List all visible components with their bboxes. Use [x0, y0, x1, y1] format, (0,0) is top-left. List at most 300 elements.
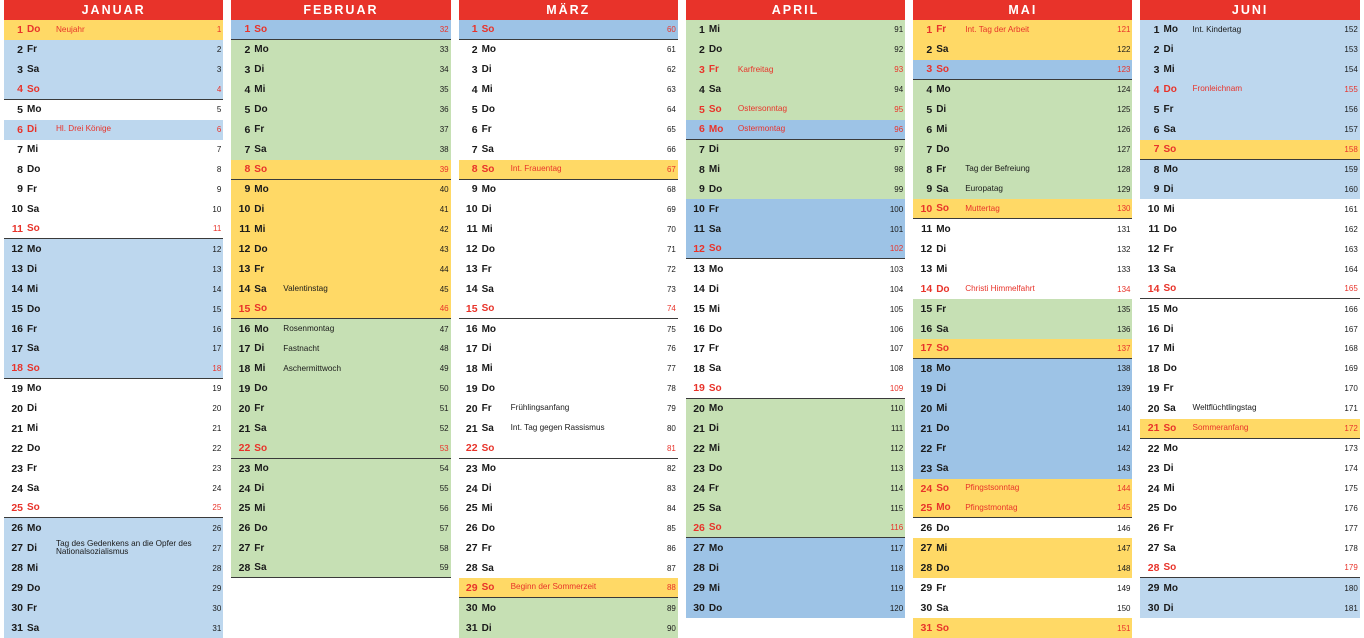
- table-row[interactable]: [913, 598, 1132, 618]
- table-row[interactable]: [4, 518, 223, 538]
- day-number: 14: [1147, 282, 1160, 295]
- table-row[interactable]: [1140, 60, 1359, 80]
- table-row[interactable]: [459, 40, 678, 60]
- day-number: 28: [1147, 561, 1160, 574]
- table-row[interactable]: [686, 219, 905, 239]
- weekday-label: Di: [254, 64, 265, 76]
- table-row[interactable]: [231, 160, 450, 180]
- table-row[interactable]: [686, 319, 905, 339]
- weekday-label: Fr: [254, 403, 265, 415]
- table-row[interactable]: [913, 618, 1132, 638]
- table-row[interactable]: [913, 379, 1132, 399]
- day-of-year: 108: [889, 364, 904, 374]
- table-row[interactable]: [686, 339, 905, 359]
- day-number: 17: [465, 342, 478, 355]
- table-row[interactable]: [231, 180, 450, 200]
- day-number: 12: [693, 242, 705, 255]
- table-row[interactable]: [686, 279, 905, 299]
- day-of-year: 142: [1117, 444, 1131, 454]
- table-row[interactable]: [459, 499, 678, 519]
- table-row[interactable]: [231, 100, 450, 120]
- table-row[interactable]: [686, 140, 905, 160]
- table-row[interactable]: [4, 60, 223, 80]
- table-row[interactable]: [459, 319, 678, 339]
- table-row[interactable]: [686, 578, 905, 598]
- day-of-year: 154: [1344, 65, 1358, 75]
- table-row[interactable]: [459, 339, 678, 359]
- table-row[interactable]: [231, 399, 450, 419]
- day-number: 7: [1153, 143, 1160, 156]
- day-number: 19: [11, 382, 23, 395]
- day-of-year: 38: [439, 145, 449, 155]
- table-row[interactable]: [459, 379, 678, 399]
- weekday-label: Fr: [481, 403, 492, 415]
- weekday-label: So: [254, 163, 268, 175]
- table-row[interactable]: [459, 538, 678, 558]
- table-row[interactable]: [1140, 80, 1359, 100]
- table-row[interactable]: [1140, 259, 1359, 279]
- day-number: 26: [465, 522, 478, 535]
- table-row[interactable]: [1140, 538, 1359, 558]
- table-row[interactable]: [459, 199, 678, 219]
- weekday-label: Sa: [481, 144, 494, 156]
- table-row[interactable]: [4, 219, 223, 239]
- table-row[interactable]: [4, 20, 223, 40]
- table-row[interactable]: [4, 279, 223, 299]
- day-of-year: 162: [1344, 224, 1358, 234]
- table-row[interactable]: [686, 359, 905, 379]
- day-of-year: 45: [439, 284, 449, 294]
- day-of-year: 87: [666, 563, 676, 573]
- day-of-year: 64: [666, 105, 676, 115]
- table-row[interactable]: [686, 439, 905, 459]
- table-row[interactable]: [4, 120, 223, 140]
- day-of-year: 137: [1117, 343, 1131, 353]
- table-row[interactable]: [4, 140, 223, 160]
- table-row[interactable]: [231, 419, 450, 439]
- day-of-year: 61: [666, 45, 676, 55]
- table-row[interactable]: [231, 259, 450, 279]
- table-row[interactable]: [913, 439, 1132, 459]
- day-of-year: 163: [1344, 244, 1358, 254]
- table-row[interactable]: [4, 379, 223, 399]
- table-row[interactable]: [459, 299, 678, 319]
- weekday-label: So: [936, 203, 949, 215]
- day-of-year: 59: [439, 563, 449, 573]
- table-row[interactable]: [1140, 359, 1359, 379]
- day-number: 28: [465, 562, 478, 575]
- table-row[interactable]: [231, 80, 450, 100]
- table-row[interactable]: [231, 60, 450, 80]
- holiday-note: Fronleichnam: [1192, 85, 1243, 94]
- day-number: 26: [1147, 522, 1160, 535]
- weekday-label: So: [1163, 562, 1177, 574]
- table-row[interactable]: [459, 80, 678, 100]
- table-row[interactable]: [231, 199, 450, 219]
- table-row[interactable]: [459, 618, 678, 638]
- table-row[interactable]: [1140, 459, 1359, 479]
- table-row[interactable]: [231, 319, 450, 339]
- table-row[interactable]: [4, 618, 223, 638]
- table-row[interactable]: [4, 100, 223, 120]
- holiday-note: Rosenmontag: [283, 324, 335, 333]
- table-row[interactable]: [1140, 339, 1359, 359]
- table-row[interactable]: [4, 299, 223, 319]
- table-row[interactable]: [1140, 180, 1359, 200]
- table-row[interactable]: [913, 339, 1132, 359]
- table-row[interactable]: [913, 359, 1132, 379]
- table-row[interactable]: [231, 20, 450, 40]
- table-row[interactable]: [459, 140, 678, 160]
- table-row[interactable]: [459, 160, 678, 180]
- table-row[interactable]: [686, 538, 905, 558]
- table-row[interactable]: [913, 538, 1132, 558]
- table-row[interactable]: [231, 219, 450, 239]
- day-number: 3: [471, 63, 478, 76]
- table-row[interactable]: [913, 140, 1132, 160]
- day-number: 9: [471, 183, 478, 196]
- weekday-label: Mo: [708, 123, 724, 135]
- table-row[interactable]: [459, 20, 678, 40]
- table-row[interactable]: [1140, 479, 1359, 499]
- weekday-label: Di: [481, 483, 492, 495]
- weekday-label: Fr: [1163, 243, 1174, 255]
- day-number: 9: [926, 183, 933, 196]
- day-number: 14: [920, 283, 933, 296]
- day-number: 16: [238, 323, 251, 336]
- table-row[interactable]: [913, 578, 1132, 598]
- weekday-label: Mo: [936, 223, 951, 235]
- weekday-label: So: [27, 502, 40, 514]
- table-row[interactable]: [686, 558, 905, 578]
- day-number: 10: [238, 203, 251, 216]
- weekday-label: Sa: [27, 622, 40, 634]
- table-row[interactable]: [1140, 598, 1359, 618]
- table-row[interactable]: [913, 279, 1132, 299]
- table-row[interactable]: [1140, 439, 1359, 459]
- weekday-label: Di: [1163, 463, 1174, 475]
- day-number: 27: [1147, 542, 1160, 555]
- day-number: 22: [1147, 442, 1160, 455]
- table-row[interactable]: [4, 598, 223, 618]
- table-row[interactable]: [686, 598, 905, 618]
- table-row[interactable]: [913, 299, 1132, 319]
- weekday-label: Mo: [481, 323, 497, 335]
- table-row[interactable]: [231, 40, 450, 60]
- table-row[interactable]: [4, 259, 223, 279]
- table-row[interactable]: [459, 459, 678, 479]
- day-number: 18: [693, 362, 705, 375]
- table-row[interactable]: [686, 40, 905, 60]
- table-row[interactable]: [913, 100, 1132, 120]
- table-row[interactable]: [1140, 299, 1359, 319]
- table-row[interactable]: [4, 180, 223, 200]
- table-row[interactable]: [459, 399, 678, 419]
- table-row[interactable]: [913, 319, 1132, 339]
- table-row[interactable]: [1140, 20, 1359, 40]
- weekday-label: Mo: [27, 383, 42, 395]
- table-row[interactable]: [231, 459, 450, 479]
- day-of-year: 63: [666, 85, 676, 95]
- day-number: 12: [1147, 243, 1160, 256]
- weekday-label: Di: [481, 64, 492, 76]
- table-row[interactable]: [459, 60, 678, 80]
- day-of-year: 146: [1117, 523, 1131, 533]
- day-number: 1: [17, 23, 23, 36]
- day-of-year: 172: [1344, 423, 1358, 433]
- table-row[interactable]: [913, 239, 1132, 259]
- table-row[interactable]: [913, 180, 1132, 200]
- table-row[interactable]: [913, 419, 1132, 439]
- holiday-note: Int. Tag der Arbeit: [965, 25, 1030, 34]
- weekday-label: Do: [708, 463, 723, 475]
- table-row[interactable]: [4, 199, 223, 219]
- day-of-year: 34: [439, 65, 449, 75]
- table-row[interactable]: [686, 180, 905, 200]
- day-of-year: 118: [890, 563, 904, 573]
- weekday-label: Fr: [27, 44, 37, 56]
- table-row[interactable]: [459, 279, 678, 299]
- day-of-year: 14: [212, 284, 222, 294]
- table-row[interactable]: [4, 459, 223, 479]
- table-row[interactable]: [1140, 40, 1359, 60]
- day-of-year: 159: [1344, 165, 1358, 175]
- table-row[interactable]: [4, 538, 223, 558]
- table-row[interactable]: [459, 219, 678, 239]
- weekday-label: Mi: [936, 263, 948, 275]
- table-row[interactable]: [231, 439, 450, 459]
- day-of-year: 8: [216, 165, 222, 175]
- table-row[interactable]: [231, 299, 450, 319]
- table-row[interactable]: [231, 120, 450, 140]
- day-number: 5: [17, 103, 23, 116]
- day-of-year: 69: [666, 204, 676, 214]
- table-row[interactable]: [4, 558, 223, 578]
- table-row[interactable]: [231, 499, 450, 519]
- day-number: 22: [920, 442, 933, 455]
- day-of-year: 24: [212, 484, 222, 494]
- day-of-year: 62: [666, 65, 676, 75]
- table-row[interactable]: [686, 160, 905, 180]
- table-row[interactable]: [913, 518, 1132, 538]
- table-row[interactable]: [913, 199, 1132, 219]
- table-row[interactable]: [459, 479, 678, 499]
- table-row[interactable]: [913, 459, 1132, 479]
- day-of-year: 48: [439, 344, 449, 354]
- table-row[interactable]: [231, 339, 450, 359]
- table-row[interactable]: [459, 359, 678, 379]
- table-row[interactable]: [913, 259, 1132, 279]
- holiday-note: Pfingstsonntag: [965, 484, 1020, 493]
- table-row[interactable]: [1140, 120, 1359, 140]
- table-row[interactable]: [1140, 219, 1359, 239]
- day-of-year: 131: [1117, 224, 1131, 234]
- table-row[interactable]: [4, 239, 223, 259]
- table-row[interactable]: [4, 578, 223, 598]
- table-row[interactable]: [913, 20, 1132, 40]
- day-of-year: 111: [891, 424, 904, 434]
- table-row[interactable]: [4, 399, 223, 419]
- weekday-label: Do: [27, 582, 41, 594]
- day-number: 7: [244, 143, 251, 156]
- table-row[interactable]: [913, 40, 1132, 60]
- weekday-label: Sa: [1163, 542, 1176, 554]
- table-row[interactable]: [231, 479, 450, 499]
- table-row[interactable]: [686, 199, 905, 219]
- day-of-year: 155: [1344, 85, 1358, 95]
- day-of-year: 92: [894, 45, 904, 55]
- day-of-year: 166: [1344, 304, 1358, 314]
- weekday-label: Do: [708, 323, 723, 335]
- table-row[interactable]: [459, 419, 678, 439]
- table-row[interactable]: [1140, 100, 1359, 120]
- table-row[interactable]: [686, 419, 905, 439]
- table-row[interactable]: [913, 80, 1132, 100]
- table-row[interactable]: [1140, 379, 1359, 399]
- table-row[interactable]: [231, 239, 450, 259]
- table-row[interactable]: [913, 558, 1132, 578]
- table-row[interactable]: [231, 538, 450, 558]
- table-row[interactable]: [686, 499, 905, 519]
- table-row[interactable]: [686, 120, 905, 140]
- day-number: 9: [699, 183, 705, 196]
- table-row[interactable]: [913, 60, 1132, 80]
- table-row[interactable]: [1140, 558, 1359, 578]
- day-of-year: 17: [212, 344, 222, 354]
- table-row[interactable]: [1140, 518, 1359, 538]
- table-row[interactable]: [686, 479, 905, 499]
- table-row[interactable]: [686, 459, 905, 479]
- weekday-label: Fr: [708, 203, 719, 215]
- day-of-year: 175: [1344, 484, 1358, 494]
- table-row[interactable]: [1140, 399, 1359, 419]
- table-row[interactable]: [231, 140, 450, 160]
- table-row[interactable]: [459, 120, 678, 140]
- table-row[interactable]: [4, 80, 223, 100]
- table-row[interactable]: [686, 80, 905, 100]
- holiday-note: Europatag: [965, 185, 1003, 194]
- table-row[interactable]: [1140, 499, 1359, 519]
- day-of-year: 70: [666, 224, 676, 234]
- weekday-label: Mi: [27, 144, 39, 156]
- weekday-label: Di: [254, 203, 265, 215]
- weekday-label: Mi: [1163, 203, 1175, 215]
- day-number: 1: [1153, 23, 1160, 36]
- weekday-label: Mo: [1163, 164, 1178, 176]
- table-row[interactable]: [459, 518, 678, 538]
- table-row[interactable]: [4, 479, 223, 499]
- table-row[interactable]: [459, 439, 678, 459]
- table-row[interactable]: [913, 499, 1132, 519]
- table-row[interactable]: [4, 439, 223, 459]
- day-number: 22: [465, 442, 478, 455]
- table-row[interactable]: [459, 598, 678, 618]
- table-row[interactable]: [4, 359, 223, 379]
- table-row[interactable]: [1140, 199, 1359, 219]
- table-row[interactable]: [4, 339, 223, 359]
- weekday-label: Do: [708, 602, 723, 614]
- weekday-label: Sa: [936, 183, 949, 195]
- day-of-year: 106: [889, 324, 904, 334]
- table-row[interactable]: [686, 379, 905, 399]
- day-of-year: 100: [889, 204, 904, 214]
- day-of-year: 4: [216, 84, 222, 94]
- table-row[interactable]: [1140, 160, 1359, 180]
- day-of-year: 55: [439, 484, 449, 494]
- table-row[interactable]: [231, 359, 450, 379]
- table-row[interactable]: [231, 558, 450, 578]
- table-row[interactable]: [913, 479, 1132, 499]
- day-number: 22: [693, 442, 705, 455]
- table-row[interactable]: [4, 419, 223, 439]
- table-row[interactable]: [686, 299, 905, 319]
- table-row[interactable]: [1140, 239, 1359, 259]
- weekday-label: Mi: [481, 223, 493, 235]
- weekday-label: So: [936, 483, 949, 495]
- holiday-note: Ostermontag: [737, 124, 786, 133]
- weekday-label: Mi: [254, 363, 266, 375]
- table-row[interactable]: [459, 239, 678, 259]
- table-row[interactable]: [686, 100, 905, 120]
- table-row[interactable]: [686, 259, 905, 279]
- table-row[interactable]: [686, 20, 905, 40]
- day-number: 4: [244, 83, 251, 96]
- table-row[interactable]: [459, 180, 678, 200]
- table-row[interactable]: [686, 399, 905, 419]
- day-of-year: 1: [216, 25, 222, 35]
- day-number: 24: [1147, 482, 1160, 495]
- table-row[interactable]: [4, 40, 223, 60]
- table-row[interactable]: [231, 279, 450, 299]
- table-row[interactable]: [459, 558, 678, 578]
- table-row[interactable]: [913, 219, 1132, 239]
- table-row[interactable]: [913, 160, 1132, 180]
- table-row[interactable]: [231, 379, 450, 399]
- day-number: 26: [11, 522, 23, 535]
- weekday-label: Mi: [708, 164, 720, 176]
- table-row[interactable]: [1140, 419, 1359, 439]
- table-row[interactable]: [686, 239, 905, 259]
- table-row[interactable]: [459, 578, 678, 598]
- table-row[interactable]: [4, 160, 223, 180]
- table-row[interactable]: [459, 259, 678, 279]
- table-row[interactable]: [4, 499, 223, 519]
- table-row[interactable]: [1140, 279, 1359, 299]
- table-row[interactable]: [686, 60, 905, 80]
- day-of-year: 125: [1117, 105, 1131, 115]
- day-of-year: 98: [894, 165, 904, 175]
- day-of-year: 51: [439, 404, 449, 414]
- day-of-year: 41: [439, 204, 449, 214]
- day-number: 11: [693, 223, 705, 236]
- table-row[interactable]: [913, 399, 1132, 419]
- table-row[interactable]: [1140, 319, 1359, 339]
- table-row[interactable]: [1140, 578, 1359, 598]
- table-row[interactable]: [686, 518, 905, 538]
- day-of-year: 145: [1117, 503, 1131, 513]
- weekday-label: Mo: [27, 104, 42, 116]
- table-row[interactable]: [231, 518, 450, 538]
- day-number: 28: [693, 562, 705, 575]
- table-row[interactable]: [4, 319, 223, 339]
- month-title: FEBRUAR: [231, 0, 450, 20]
- table-row[interactable]: [913, 120, 1132, 140]
- table-row[interactable]: [1140, 140, 1359, 160]
- day-number: 31: [465, 622, 478, 635]
- day-of-year: 135: [1117, 304, 1131, 314]
- weekday-label: Do: [1163, 223, 1177, 235]
- table-row[interactable]: [459, 100, 678, 120]
